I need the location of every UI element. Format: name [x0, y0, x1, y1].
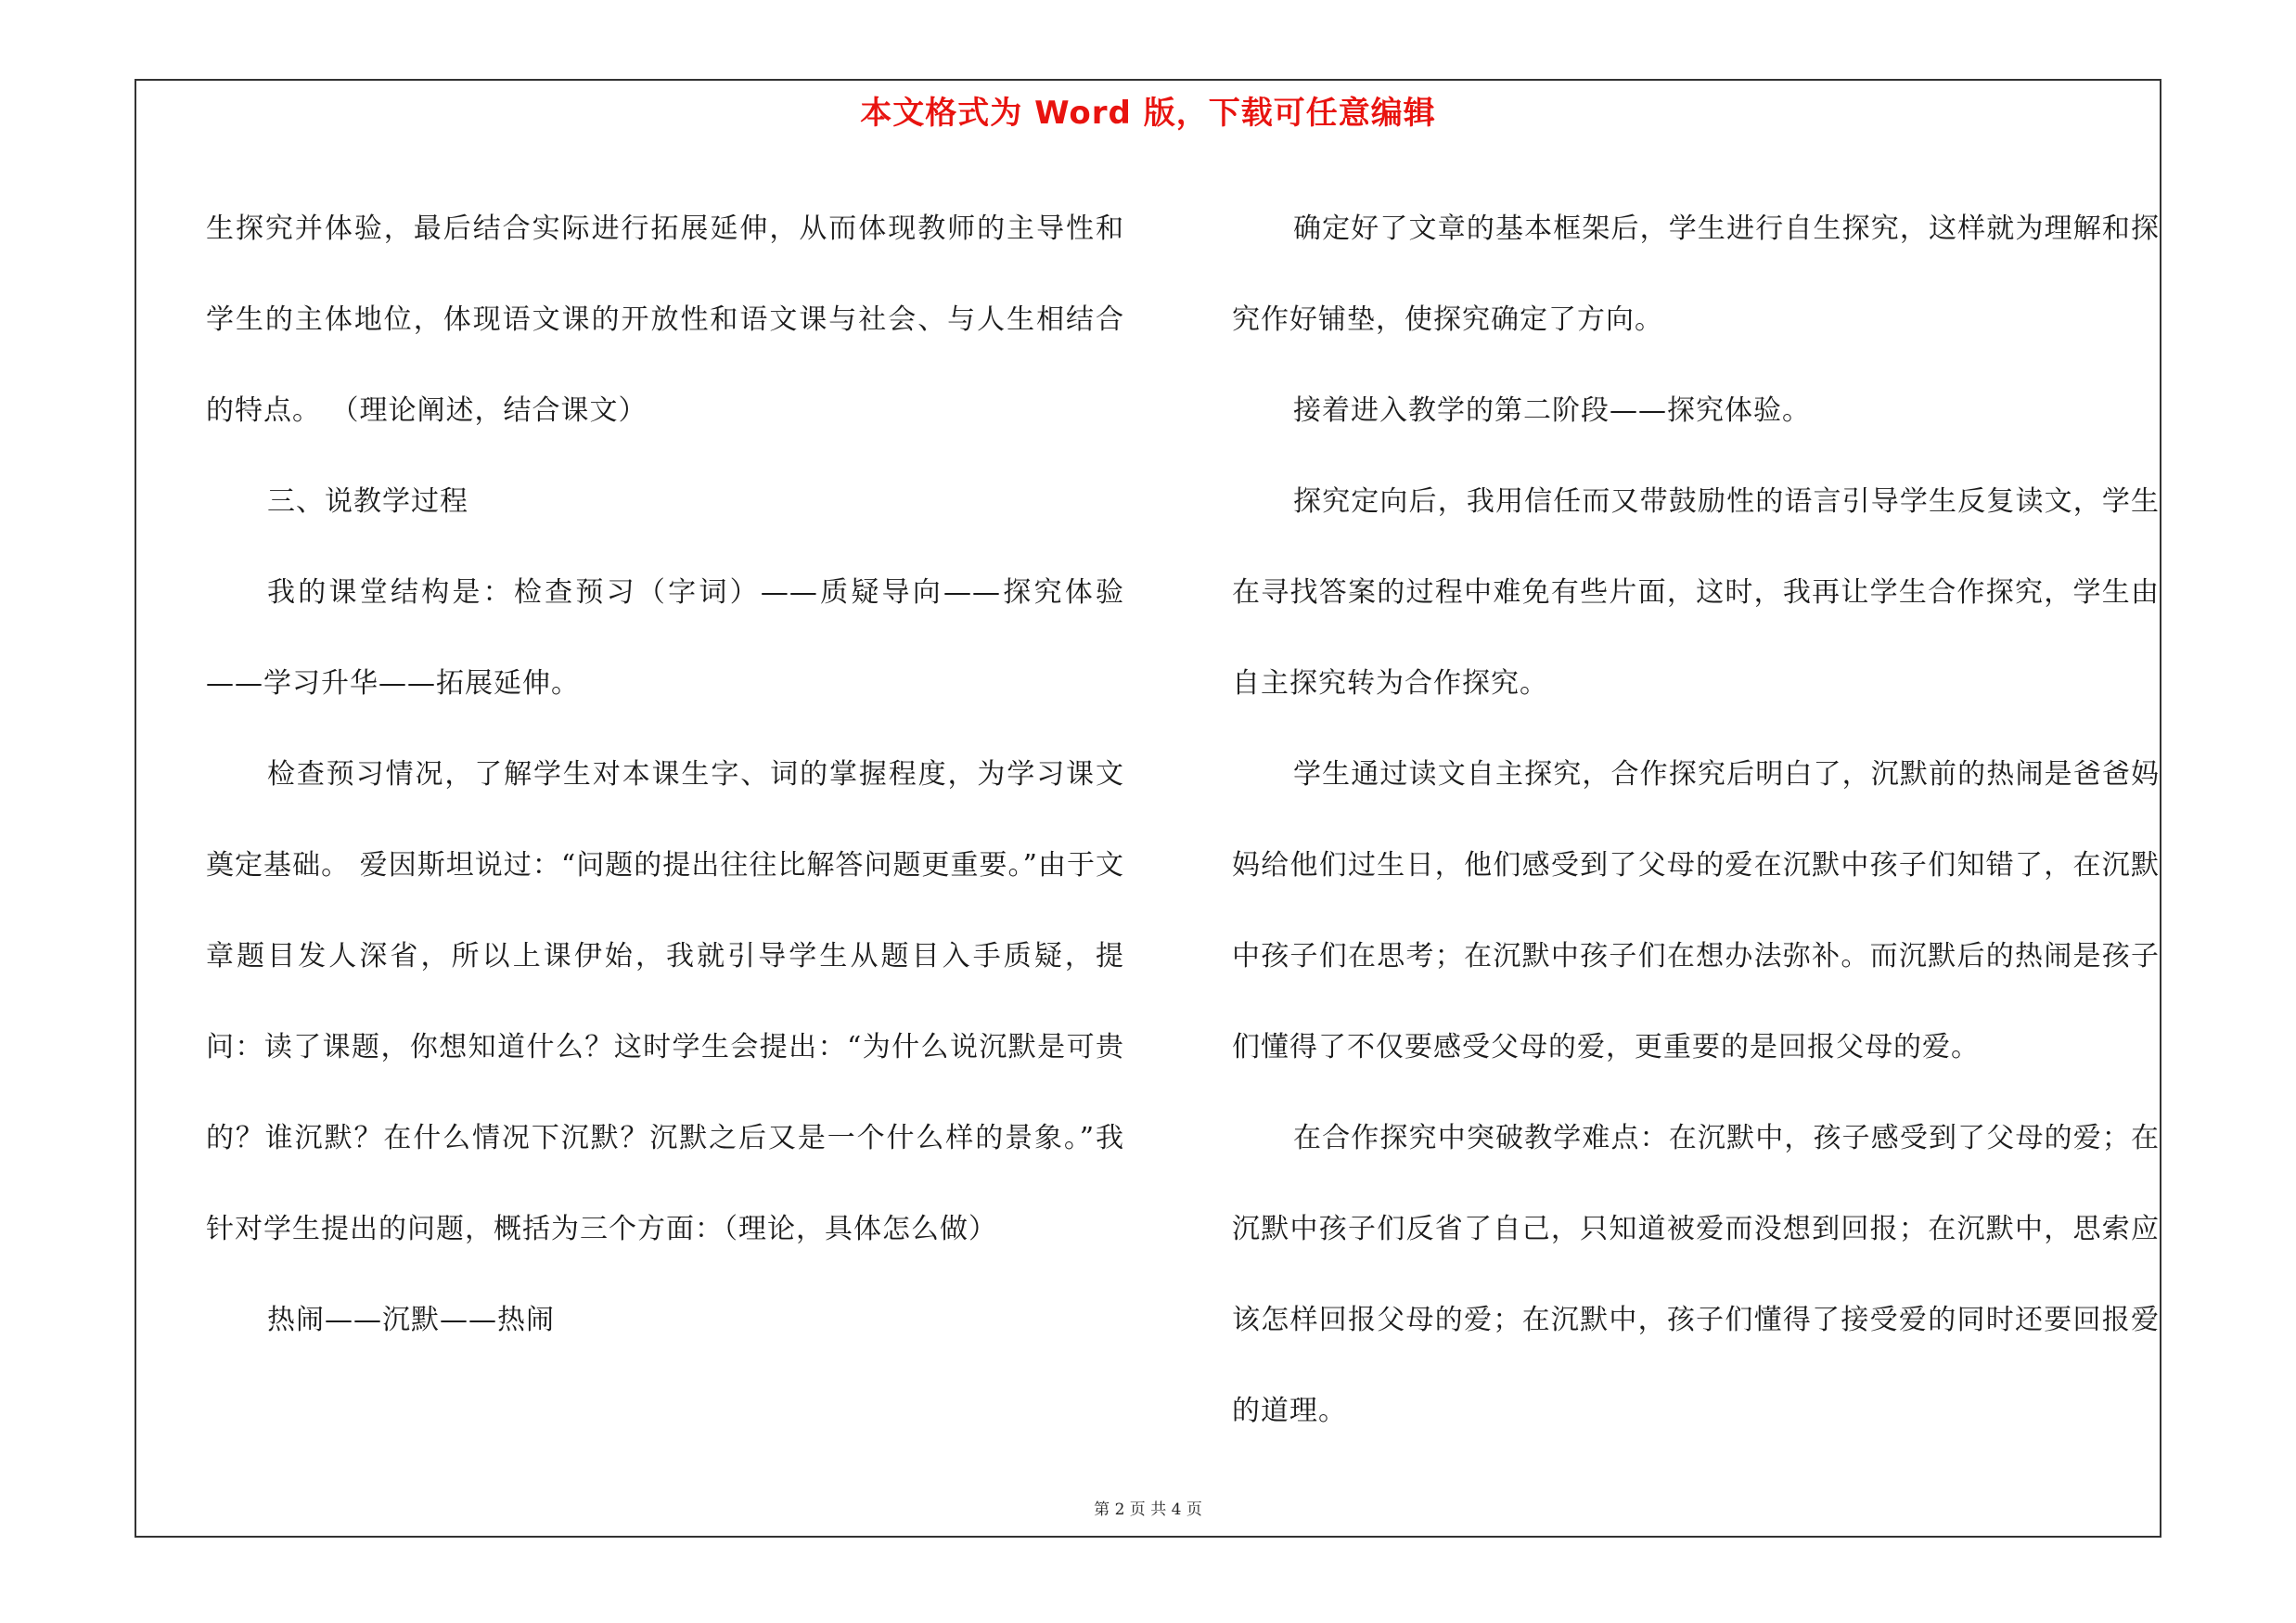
right-column: [1232, 184, 2160, 1457]
left-paragraph-4: 检查预习情况，了解学生对本课生字、词的掌握程度，为学习课文奠定基础。 爱因斯坦说过：“问题的提出往往比解答问题更重要。”由于文章题目发人深省，所以上课伊始，我就引导学生从题目入手质疑，提问：读了课题，你想知道什么？这时学生会提出：“为什么说沉默是可贵的？谁沉默？在什么情况下沉默？沉默之后又是一个什么样的景象。”我针对学生提出的问题，概括为三个方面：（理论，具体怎么做）: [206, 758, 1124, 1245]
right-paragraph-5: 在合作探究中突破教学难点：在沉默中，孩子感受到了父母的爱；在沉默中孩子们反省了自己，只知道被爱而没想到回报；在沉默中，思索应该怎样回报父母的爱；在沉默中，孩子们懂得了接受爱的同时还要回报爱的道理。: [1232, 1122, 2160, 1427]
page-footer: 第 2 页 共 4 页: [1094, 1501, 1202, 1519]
right-paragraph-4: 学生通过读文自主探究，合作探究后明白了，沉默前的热闹是爸爸妈妈给他们过生日，他们感受到了父母的爱在沉默中孩子们知错了，在沉默中孩子们在思考；在沉默中孩子们在想办法弥补。而沉默后的热闹是孩子们懂得了不仅要感受父母的爱，更重要的是回报父母的爱。: [1232, 758, 2160, 1063]
left-column: [206, 184, 1124, 1366]
left-paragraph-3: 我的课堂结构是：检查预习（字词）——质疑导向——探究体验——学习升华——拓展延伸。: [206, 576, 1124, 700]
section-heading: 三、说教学过程: [267, 485, 468, 518]
right-paragraph-3: 探究定向后，我用信任而又带鼓励性的语言引导学生反复读文，学生在寻找答案的过程中难免有些片面，这时，我再让学生合作探究，学生由自主探究转为合作探究。: [1232, 485, 2160, 700]
right-paragraph-1: 确定好了文章的基本框架后，学生进行自生探究，这样就为理解和探究作好铺垫，使探究确定了方向。: [1232, 213, 2160, 336]
left-paragraph-5: 热闹——沉默——热闹: [267, 1304, 555, 1336]
header-banner: 本文格式为 Word 版，下载可任意编辑: [860, 95, 1436, 132]
right-paragraph-2: 接着进入教学的第二阶段——探究体验。: [1293, 394, 1811, 427]
left-paragraph-1: 生探究并体验，最后结合实际进行拓展延伸，从而体现教师的主导性和学生的主体地位，体现语文课的开放性和语文课与社会、与人生相结合的特点。 （理论阐述，结合课文）: [206, 213, 1124, 427]
